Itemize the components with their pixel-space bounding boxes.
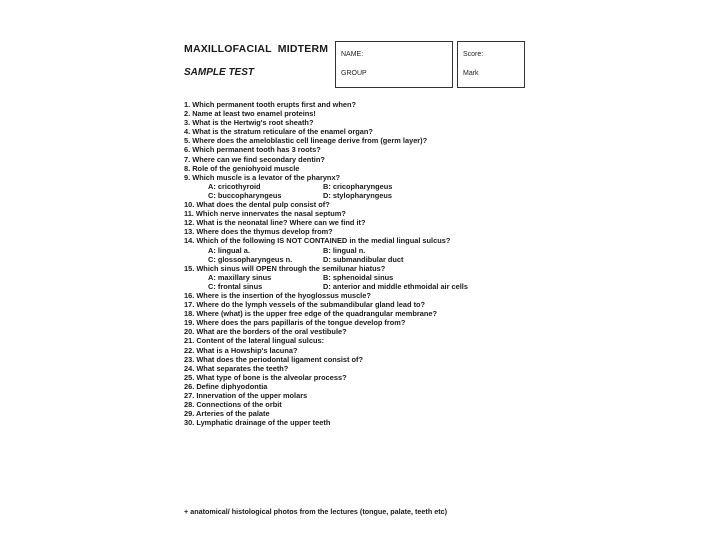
question-item	[184, 173, 524, 200]
answer-option: C: glossopharyngeus n.	[208, 254, 293, 264]
question-list	[184, 100, 524, 427]
name-group-box	[335, 41, 453, 88]
question-text: 26. Define diphyodontia	[184, 381, 268, 391]
question-item	[184, 400, 524, 409]
question-text: 27. Innervation of the upper molars	[184, 391, 308, 400]
question-item	[184, 409, 524, 418]
question-item	[184, 227, 524, 236]
question-text: 7. Where can we find secondary dentin?	[184, 154, 325, 164]
question-item	[184, 209, 524, 218]
question-item	[184, 418, 524, 427]
question-text: 15. Which sinus will OPEN through the semilunar hiatus?	[184, 263, 386, 273]
question-item	[184, 355, 524, 364]
question-text: 10. What does the dental pulp consist of?	[184, 200, 330, 210]
question-text: 4. What is the stratum reticulare of the enamel organ?	[184, 127, 373, 137]
question-item	[184, 300, 524, 309]
question-item	[184, 336, 524, 345]
question-item	[184, 391, 524, 400]
answer-option: B: lingual n.	[323, 245, 366, 255]
question-text: 6. Which permanent tooth has 3 roots?	[184, 145, 321, 155]
question-text: 25. What type of bone is the alveolar process?	[184, 372, 347, 382]
question-item	[184, 200, 524, 209]
question-text: 1. Which permanent tooth erupts first and when?	[184, 100, 357, 109]
question-text: 19. Where does the pars papillaris of the tongue develop from?	[184, 318, 406, 328]
answer-option: B: sphenoidal sinus	[323, 272, 394, 282]
question-text: 18. Where (what) is the upper free edge of the quadrangular membrane?	[184, 309, 437, 319]
question-item	[184, 136, 524, 145]
group-label: GROUP	[341, 70, 367, 77]
answer-options	[184, 273, 524, 291]
question-text: 2. Name at least two enamel proteins!	[184, 109, 316, 119]
answer-option: D: anterior and middle ethmoidal air cells	[323, 281, 468, 291]
question-text: 16. Where is the insertion of the hyoglossus muscle?	[184, 290, 371, 300]
question-item	[184, 382, 524, 391]
question-item	[184, 145, 524, 154]
question-item	[184, 109, 524, 118]
question-item	[184, 155, 524, 164]
score-mark-box	[457, 41, 525, 88]
answer-option: A: maxillary sinus	[208, 272, 272, 282]
score-label: Score:	[463, 51, 484, 58]
answer-options	[184, 246, 524, 264]
question-text: 13. Where does the thymus develop from?	[184, 227, 333, 237]
question-text: 11. Which nerve innervates the nasal septum?	[184, 209, 346, 219]
name-label: NAME:	[341, 51, 364, 58]
question-item	[184, 373, 524, 382]
answer-option: A: cricothyroid	[208, 181, 261, 191]
question-text: 23. What does the periodontal ligament consist of?	[184, 354, 364, 364]
question-item	[184, 127, 524, 136]
question-item	[184, 100, 524, 109]
question-text: 8. Role of the geniohyoid muscle	[184, 163, 300, 173]
question-text: 12. What is the neonatal line? Where can we find it?	[184, 218, 366, 228]
answer-option: D: stylopharyngeus	[323, 190, 392, 200]
question-text: 21. Content of the lateral lingual sulcus:	[184, 336, 325, 346]
exam-title: MAXILLOFACIAL MIDTERM	[184, 43, 329, 55]
answer-option: C: frontal sinus	[208, 281, 263, 291]
answer-option: B: cricopharyngeus	[323, 181, 393, 191]
footer-note: + anatomical/ histological photos from the lectures (tongue, palate, teeth etc)	[184, 507, 447, 516]
question-text: 3. What is the Hertwig's root sheath?	[184, 118, 314, 128]
question-item	[184, 118, 524, 127]
question-text: 20. What are the borders of the oral vestibule?	[184, 327, 347, 337]
answer-option: D: submandibular duct	[323, 254, 404, 264]
question-text: 17. Where do the lymph vessels of the submandibular gland lead to?	[184, 300, 426, 310]
question-text: 29. Arteries of the palate	[184, 409, 270, 419]
question-text: 5. Where does the ameloblastic cell lineage derive from (germ layer)?	[184, 136, 428, 146]
mark-label: Mark	[463, 70, 479, 77]
question-item	[184, 318, 524, 327]
question-item	[184, 264, 524, 291]
question-text: 28. Connections of the orbit	[184, 400, 282, 410]
answer-options	[184, 182, 524, 200]
question-item	[184, 164, 524, 173]
question-item	[184, 218, 524, 227]
question-item	[184, 309, 524, 318]
question-item	[184, 346, 524, 355]
question-item	[184, 327, 524, 336]
answer-option: C: buccopharyngeus	[208, 190, 282, 200]
question-item	[184, 291, 524, 300]
question-text: 9. Which muscle is a levator of the pharynx?	[184, 172, 341, 182]
exam-subtitle: SAMPLE TEST	[184, 67, 255, 78]
question-text: 14. Which of the following IS NOT CONTAINED in the medial lingual sulcus?	[184, 236, 451, 246]
question-text: 30. Lymphatic drainage of the upper teeth	[184, 418, 331, 428]
answer-option: A: lingual a.	[208, 245, 250, 255]
question-item	[184, 236, 524, 263]
question-text: 24. What separates the teeth?	[184, 363, 289, 373]
question-item	[184, 364, 524, 373]
question-text: 22. What is a Howship's lacuna?	[184, 345, 298, 355]
